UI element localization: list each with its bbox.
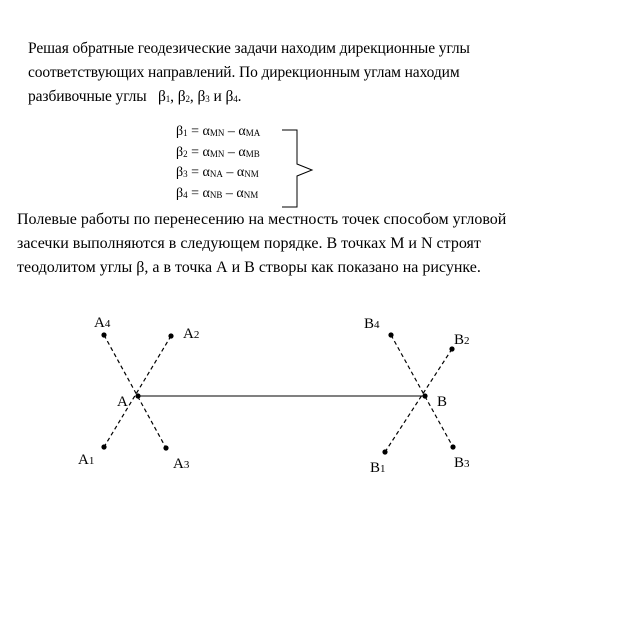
formula-brace	[282, 130, 312, 207]
point-a1-dot	[101, 444, 106, 449]
fieldwork-line-3: теодолитом углы β, а в точка А и В створы как показано на рисунке.	[17, 259, 481, 276]
label-a3: А3	[173, 456, 190, 472]
point-b4-dot	[388, 332, 393, 337]
angle-item: $\beta_1$,	[157, 88, 178, 105]
label-b3: В3	[454, 455, 470, 471]
formula-row: $\beta_4 = \alpha_{NB} - \alpha_{NM}$	[176, 185, 259, 201]
angle-item: $\beta_3$ и	[197, 88, 226, 105]
sightline-a2-a1	[104, 336, 171, 447]
formula-row: $\beta_1 = \alpha_{MN} - \alpha_{MA}$	[176, 124, 261, 139]
point-a-dot	[135, 393, 140, 398]
label-b: В	[437, 394, 448, 410]
sightline-b4-b3	[391, 335, 453, 447]
label-a: А	[117, 394, 128, 410]
sightline-a4-a3	[104, 335, 166, 448]
label-a4: А4	[94, 315, 111, 331]
fieldwork-line-2: засечки выполняются в следующем порядке. В точках M и N строят	[17, 235, 481, 252]
label-b2: В2	[454, 332, 470, 348]
fieldwork-line-1: Полевые работы по перенесению на местность точек способом угловой	[17, 211, 507, 228]
label-a1: А1	[78, 452, 95, 468]
point-b-dot	[422, 393, 427, 398]
intro-line-1: Решая обратные геодезические задачи находим дирекционные углы	[28, 40, 470, 57]
formula-row: $\beta_3 = \alpha_{NA} - \alpha_{NM}$	[176, 165, 259, 180]
angle-item: $\beta_4$.	[225, 88, 242, 105]
point-a3-dot	[163, 445, 168, 450]
point-b1-dot	[382, 449, 387, 454]
angle-item: $\beta_2$,	[177, 88, 198, 105]
label-b1: В1	[370, 460, 386, 476]
intro-line-3-prefix: разбивочные углы	[28, 88, 147, 105]
label-b4: В4	[364, 316, 380, 332]
point-a4-dot	[101, 332, 106, 337]
formula-row: $\beta_2 = \alpha_{MN} - \alpha_{MB}$	[176, 144, 260, 160]
point-a2-dot	[168, 333, 173, 338]
label-a2: А2	[183, 326, 200, 342]
intro-line-2: соответствующих направлений. По дирекционным углам находим	[28, 64, 460, 81]
point-b3-dot	[450, 444, 455, 449]
